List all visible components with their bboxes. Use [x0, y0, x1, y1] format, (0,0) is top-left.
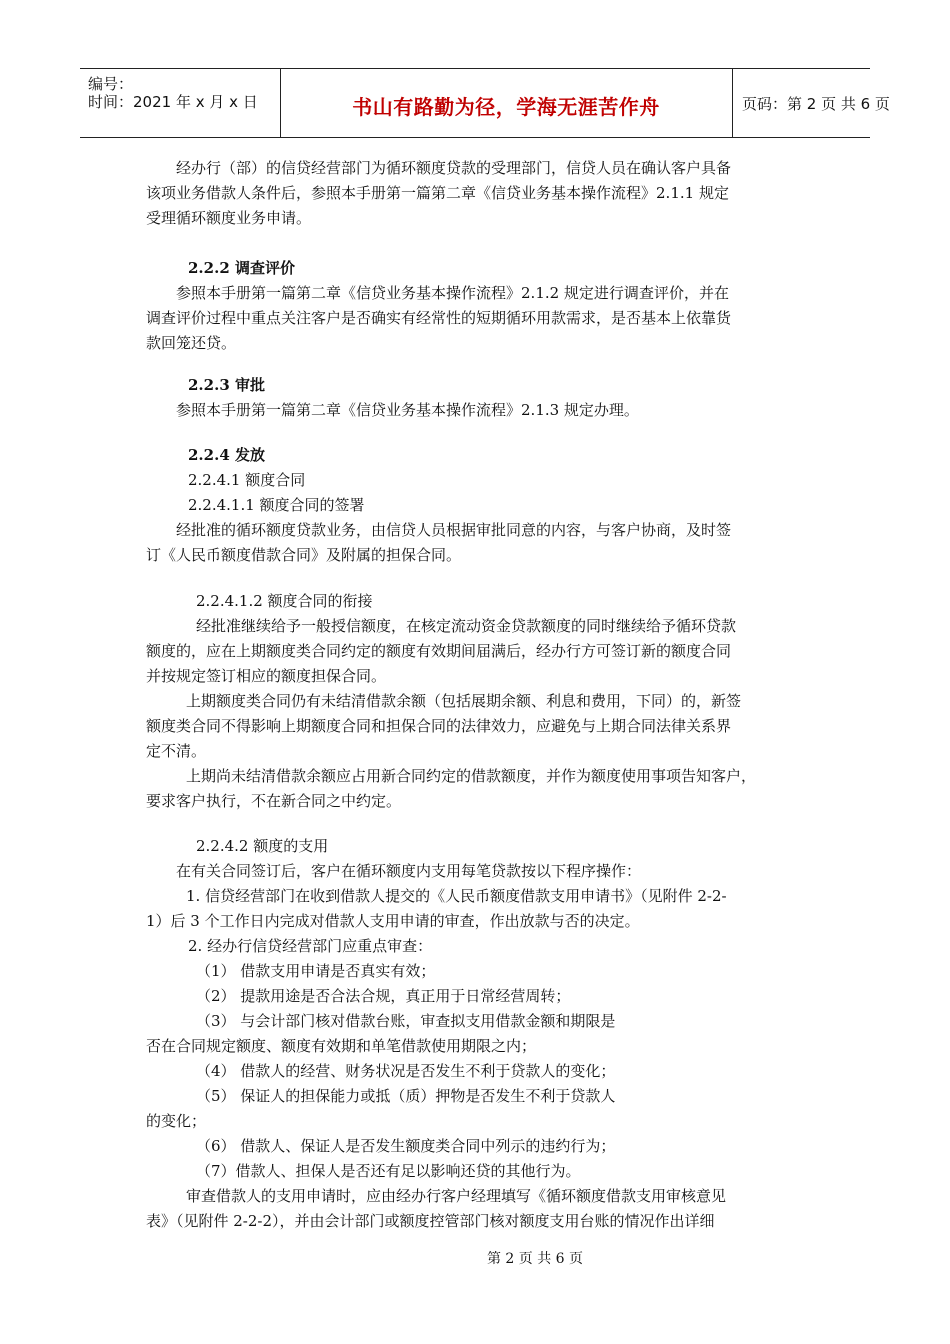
paragraph-line: 表》（见附件 2-2-2），并由会计部门或额度控管部门核对额度支用台账的情况作出详细 [146, 1212, 715, 1230]
subsection-heading: 2.2.4.1 额度合同 [188, 471, 306, 489]
paragraph-line: 定不清。 [146, 742, 207, 760]
paragraph-line: 要求客户执行，不在新合同之中约定。 [146, 792, 402, 810]
header-info-cell [80, 69, 281, 137]
paragraph-line: 经批准的循环额度贷款业务，由信贷人员根据审批同意的内容，与客户协商，及时签 [176, 521, 732, 539]
list-item: （5） 保证人的担保能力或抵（质）押物是否发生不利于贷款人 [196, 1087, 616, 1105]
list-item-continued: 否在合同规定额度、额度有效期和单笔借款使用期限之内； [146, 1037, 537, 1055]
list-item: （1） 借款支用申请是否真实有效； [196, 962, 436, 980]
section-heading: 2.2.2 调查评价 [188, 259, 295, 277]
subsection-heading: 2.2.4.2 额度的支用 [196, 837, 329, 855]
paragraph-line: 额度类合同不得影响上期额度合同和担保合同的法律效力，应避免与上期合同法律关系界 [146, 717, 732, 735]
header-motto-cell [280, 69, 733, 137]
paragraph-line: 参照本手册第一篇第二章《信贷业务基本操作流程》2.1.3 规定办理。 [176, 401, 639, 419]
page-code: 页码：第 2 页 共 6 页 [742, 95, 890, 113]
paragraph-line: 2. 经办行信贷经营部门应重点审查： [188, 937, 433, 955]
paragraph-line: 调查评价过程中重点关注客户是否确实有经常性的短期循环用款需求，是否基本上依靠货 [146, 309, 732, 327]
list-item: （4） 借款人的经营、财务状况是否发生不利于贷款人的变化； [196, 1062, 616, 1080]
paragraph-line: 审查借款人的支用申请时，应由经办行客户经理填写《循环额度借款支用审核意见 [186, 1187, 727, 1205]
header-page-cell [732, 69, 890, 137]
paragraph-line: 经批准继续给予一般授信额度，在核定流动资金贷款额度的同时继续给予循环贷款 [196, 617, 737, 635]
list-item-continued: 的变化； [146, 1112, 207, 1130]
section-heading: 2.2.4 发放 [188, 446, 265, 464]
subsection-heading: 2.2.4.1.1 额度合同的签署 [188, 496, 365, 514]
list-item: （7）借款人、担保人是否还有足以影响还贷的其他行为。 [196, 1162, 581, 1180]
paragraph-line: 上期尚未结清借款余额应占用新合同约定的借款额度，并作为额度使用事项告知客户， [186, 767, 757, 785]
list-item: （2） 提款用途是否合法合规，真正用于日常经营周转； [196, 987, 571, 1005]
paragraph-line: 订《人民币额度借款合同》及附属的担保合同。 [146, 546, 462, 564]
paragraph-line: 参照本手册第一篇第二章《信贷业务基本操作流程》2.1.2 规定进行调查评价，并在 [176, 284, 729, 302]
section-heading: 2.2.3 审批 [188, 376, 265, 394]
paragraph-line: 该项业务借款人条件后，参照本手册第一篇第二章《信贷业务基本操作流程》2.1.1 规定 [146, 184, 729, 202]
subsection-heading: 2.2.4.1.2 额度合同的衔接 [196, 592, 373, 610]
time-label: 时间：2021 年 x 月 x 日 [88, 93, 258, 111]
page-header [80, 68, 890, 138]
paragraph-line: 受理循环额度业务申请。 [146, 209, 312, 227]
paragraph-line: 并按规定签订相应的额度担保合同。 [146, 667, 387, 685]
motto: 书山有路勤为径，学海无涯苦作舟 [352, 95, 660, 119]
list-item: （3） 与会计部门核对借款台账，审查拟支用借款金额和期限是 [196, 1012, 616, 1030]
paragraph-line: 在有关合同签订后，客户在循环额度内支用每笔贷款按以下程序操作： [176, 862, 642, 880]
paragraph-line: 额度的，应在上期额度类合同约定的额度有效期间届满后，经办行方可签订新的额度合同 [146, 642, 732, 660]
number-label: 编号： [88, 75, 134, 93]
paragraph-line: 经办行（部）的信贷经营部门为循环额度贷款的受理部门，信贷人员在确认客户具备 [176, 159, 732, 177]
paragraph-line: 款回笼还贷。 [146, 334, 237, 352]
paragraph-line: 1. 信贷经营部门在收到借款人提交的《人民币额度借款支用申请书》（见附件 2-2- [186, 887, 727, 905]
paragraph-line: 1）后 3 个工作日内完成对借款人支用申请的审查，作出放款与否的决定。 [146, 912, 640, 930]
page-footer: 第 2 页 共 6 页 [486, 1251, 584, 1267]
paragraph-line: 上期额度类合同仍有未结清借款余额（包括展期余额、利息和费用，下同）的，新签 [186, 692, 742, 710]
list-item: （6） 借款人、保证人是否发生额度类合同中列示的违约行为； [196, 1137, 616, 1155]
